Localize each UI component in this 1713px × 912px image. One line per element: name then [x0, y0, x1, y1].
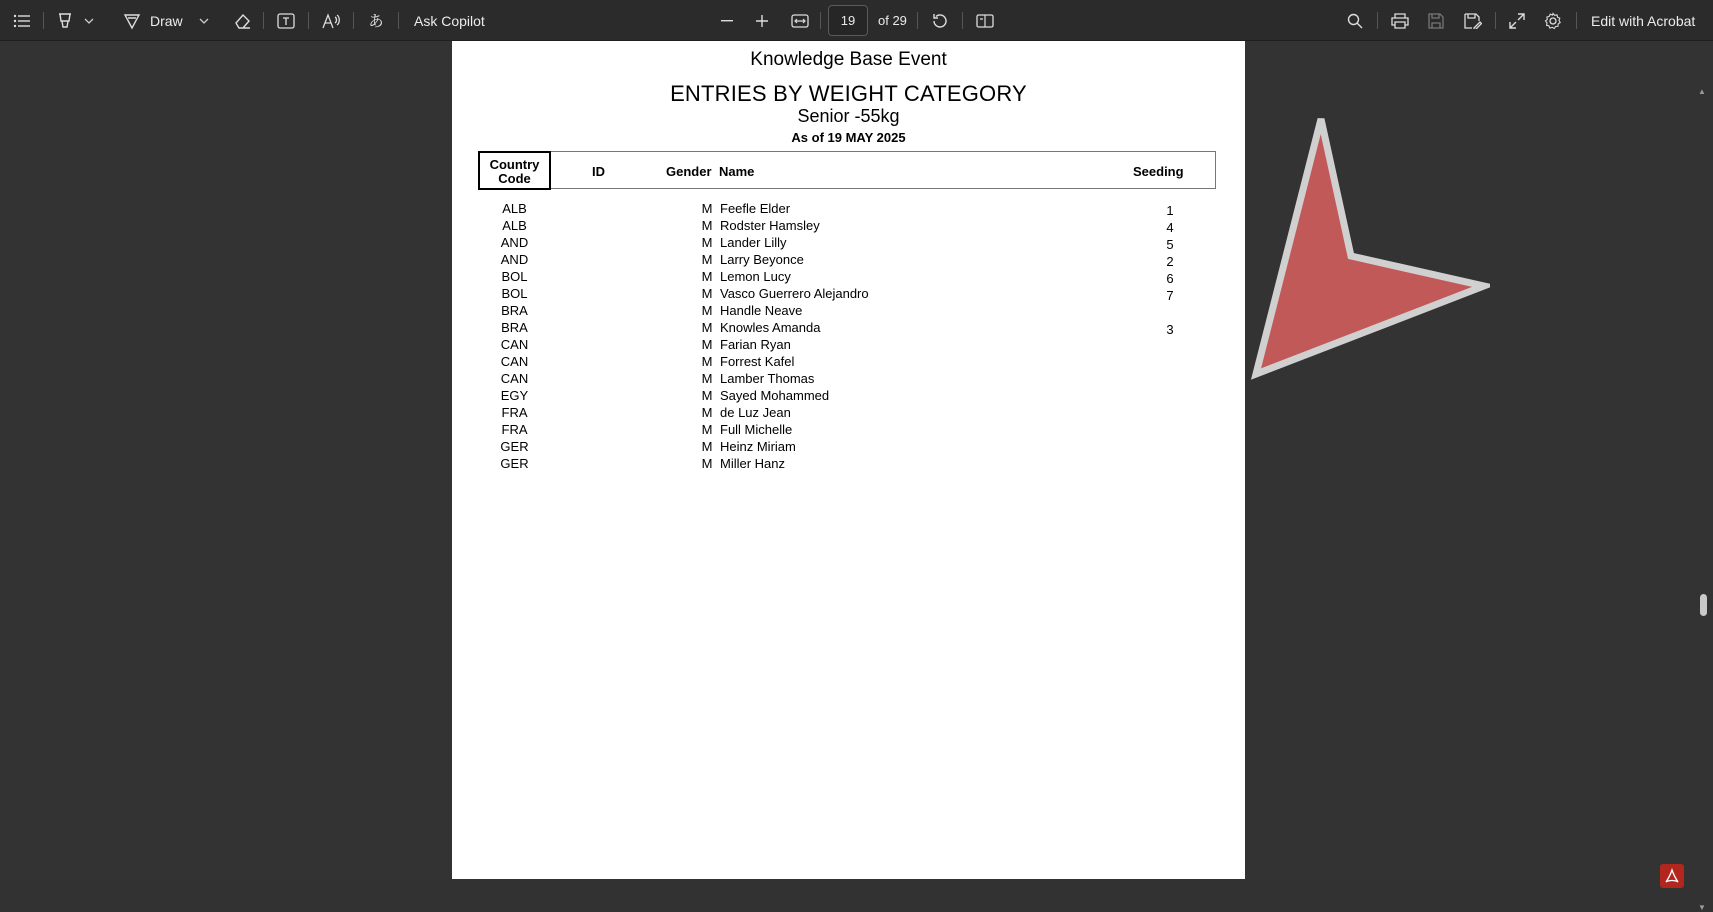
cell-gender: M — [701, 201, 713, 216]
zoom-out-icon[interactable] — [717, 0, 737, 41]
draw-chevron-down-icon[interactable] — [197, 0, 211, 41]
table-header — [478, 151, 1216, 189]
cell-name: Handle Neave — [720, 303, 803, 318]
cell-country-code: AND — [500, 252, 529, 267]
column-header-country-line1: Country — [489, 157, 540, 172]
cell-country-code: CAN — [500, 354, 529, 369]
cell-seeding: 5 — [1166, 237, 1174, 252]
cell-country-code: CAN — [500, 337, 529, 352]
vertical-scrollbar-thumb[interactable] — [1700, 594, 1707, 616]
cell-seeding: 2 — [1166, 254, 1174, 269]
cell-name: Lander Lilly — [720, 235, 787, 250]
highlight-chevron-down-icon[interactable] — [82, 0, 96, 41]
cell-name: Farian Ryan — [720, 337, 791, 352]
cell-name: Sayed Mohammed — [720, 388, 830, 403]
table-row — [452, 439, 1245, 456]
cell-gender: M — [701, 303, 713, 318]
rotate-icon[interactable] — [929, 0, 951, 41]
column-header-seeding: Seeding — [1133, 164, 1184, 179]
edit-with-acrobat-button[interactable]: Edit with Acrobat — [1591, 12, 1696, 29]
table-row — [452, 269, 1245, 286]
cell-country-code: AND — [500, 235, 529, 250]
cell-name: Larry Beyonce — [720, 252, 804, 267]
save-as-icon[interactable] — [1462, 0, 1484, 41]
cell-country-code: GER — [500, 439, 529, 454]
page-count: of 29 — [878, 13, 907, 28]
document-viewport[interactable] — [0, 41, 1713, 912]
cell-gender: M — [701, 354, 713, 369]
cell-seeding: 7 — [1166, 288, 1174, 303]
cell-country-code: ALB — [502, 218, 527, 233]
cell-country-code: FRA — [501, 405, 528, 420]
print-icon[interactable] — [1389, 0, 1411, 41]
cell-name: Full Michelle — [720, 422, 793, 437]
draw-icon[interactable] — [121, 0, 143, 41]
cell-gender: M — [701, 422, 713, 437]
text-box-icon[interactable] — [275, 0, 297, 41]
table-row — [452, 201, 1245, 218]
cell-name: Forrest Kafel — [720, 354, 795, 369]
table-row — [452, 337, 1245, 354]
table-row — [452, 456, 1245, 473]
cell-name: Heinz Miriam — [720, 439, 796, 454]
cell-gender: M — [701, 439, 713, 454]
page-number-input[interactable]: 19 — [828, 5, 868, 36]
scroll-down-arrow-icon[interactable]: ▼ — [1698, 903, 1706, 912]
zoom-in-icon[interactable] — [752, 0, 772, 41]
page-view-icon[interactable] — [974, 0, 996, 41]
cell-name: de Luz Jean — [720, 405, 791, 420]
table-row — [452, 252, 1245, 269]
cell-gender: M — [701, 456, 713, 471]
cell-country-code: GER — [500, 456, 529, 471]
cell-country-code: BOL — [501, 269, 528, 284]
cell-name: Rodster Hamsley — [720, 218, 820, 233]
cell-country-code: BOL — [501, 286, 528, 301]
cell-gender: M — [701, 388, 713, 403]
cell-gender: M — [701, 371, 713, 386]
cell-gender: M — [701, 235, 713, 250]
table-row — [452, 320, 1245, 337]
highlight-icon[interactable] — [54, 0, 76, 41]
toolbar — [0, 0, 1713, 41]
search-icon[interactable] — [1344, 0, 1366, 41]
column-header-name: Name — [719, 164, 755, 179]
cell-name: Miller Hanz — [720, 456, 786, 471]
report-heading: ENTRIES BY WEIGHT CATEGORY — [670, 81, 1027, 106]
fit-width-icon[interactable] — [789, 0, 811, 41]
cell-seeding: 4 — [1166, 220, 1174, 235]
table-row — [452, 286, 1245, 303]
settings-gear-icon[interactable] — [1542, 0, 1564, 41]
cell-name: Lamber Thomas — [720, 371, 815, 386]
cell-country-code: CAN — [500, 371, 529, 386]
cell-name: Lemon Lucy — [720, 269, 791, 284]
column-header-country-line2: Code — [498, 171, 531, 186]
as-of-date: As of 19 MAY 2025 — [791, 130, 906, 145]
cell-gender: M — [701, 286, 713, 301]
cell-name: Knowles Amanda — [720, 320, 821, 335]
translate-icon[interactable]: あ — [368, 12, 384, 30]
save-icon[interactable] — [1425, 0, 1447, 41]
cell-gender: M — [701, 252, 713, 267]
column-header-id: ID — [592, 164, 605, 179]
table-row — [452, 422, 1245, 439]
cell-country-code: BRA — [501, 303, 528, 318]
pdf-page — [452, 41, 1245, 879]
full-screen-icon[interactable] — [1506, 0, 1528, 41]
table-row — [452, 235, 1245, 252]
read-aloud-icon[interactable] — [320, 0, 344, 41]
cell-country-code: FRA — [501, 422, 528, 437]
cell-country-code: EGY — [500, 388, 529, 403]
contents-list-icon[interactable] — [10, 0, 34, 41]
cell-name: Vasco Guerrero Alejandro — [720, 286, 869, 301]
weight-category: Senior -55kg — [797, 106, 900, 126]
table-row — [452, 405, 1245, 422]
event-title: Knowledge Base Event — [750, 49, 947, 70]
cell-name: Feefle Elder — [720, 201, 791, 216]
cell-gender: M — [701, 269, 713, 284]
eraser-icon[interactable] — [231, 0, 253, 41]
draw-button[interactable]: Draw — [150, 12, 183, 29]
table-row — [452, 354, 1245, 371]
cell-seeding: 1 — [1166, 203, 1174, 218]
cell-seeding: 6 — [1166, 271, 1174, 286]
cell-gender: M — [701, 218, 713, 233]
cell-country-code: BRA — [501, 320, 528, 335]
table-row — [452, 388, 1245, 405]
table-row — [452, 371, 1245, 388]
cell-gender: M — [701, 337, 713, 352]
cell-gender: M — [701, 320, 713, 335]
acrobat-logo-icon[interactable] — [1660, 864, 1684, 888]
scroll-up-arrow-icon[interactable]: ▲ — [1698, 87, 1706, 96]
cell-country-code: ALB — [502, 201, 527, 216]
column-header-country-code — [478, 151, 551, 190]
column-header-gender: Gender — [666, 164, 712, 179]
table-row — [452, 218, 1245, 235]
cell-seeding: 3 — [1166, 322, 1174, 337]
star-annotation-icon[interactable] — [1230, 116, 1490, 386]
table-row — [452, 303, 1245, 320]
ask-copilot-button[interactable]: Ask Copilot — [414, 12, 485, 29]
cell-gender: M — [701, 405, 713, 420]
